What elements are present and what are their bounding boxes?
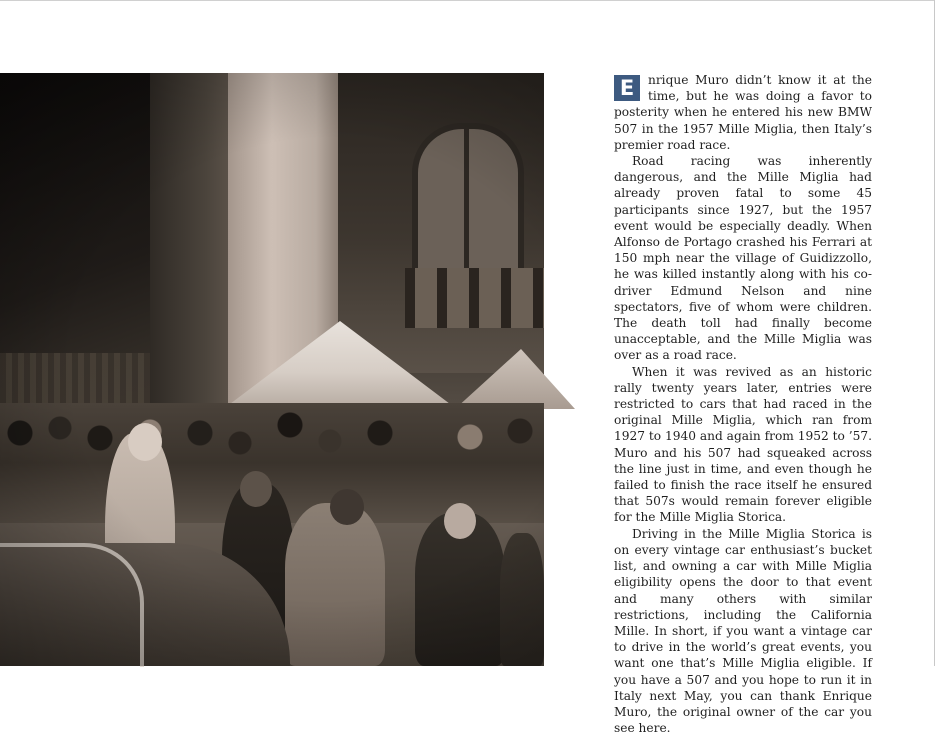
article-paragraph [614,72,872,153]
paragraph-text: nrique Muro didn’t know it at the time, but he was doing a favor to posterity when he entered his new BMW 507 in the 1957 Mille Miglia, then Italy’s premier road race. [614,73,872,152]
article-paragraph: Road racing was inherently dangerous, and the Mille Miglia had already proven fatal to some 45 participants since 1927, but the 1957 event would be especially deadly. When Alfonso de Portago crashed his Ferrari at 150 mph near the village of Guidizzollo, he was killed instantly along with his co-driver Edmund Nelson and nine spectators, five of whom were children. The death toll had finally become unacceptable, and the Mille Miglia was over as a road race. [614,154,872,363]
article-paragraph: Driving in the Mille Miglia Storica is on every vintage car enthusiast’s bucket list, and owning a car with Mille Miglia eligibility opens the door to that event and many others with similar restrictions, including the California Mille. In short, if you want a vintage car to drive in the world’s great events, you want one that’s Mille Miglia eligible. If you have a 507 and you hope to run it in Italy next May, you can thank Enrique Muro, the original owner of the car you see here. [614,526,872,736]
page-top-edge [0,0,935,1]
photo-vignette [0,73,544,666]
article-paragraph: When it was revived as an historic rally twenty years later, entries were restricted to cars that had raced in the original Mille Miglia, which ran from 1927 to 1940 and again from 1952 to ’57. Muro and his 507 had squeaked across the line just in time, and even though he failed to finish the race itself he ensured that 507s would remain forever eligible for the Mille Miglia Storica. [614,364,872,525]
article-text-column [614,72,872,736]
race-crowd-photo [0,73,544,666]
drop-cap: E [614,75,640,101]
